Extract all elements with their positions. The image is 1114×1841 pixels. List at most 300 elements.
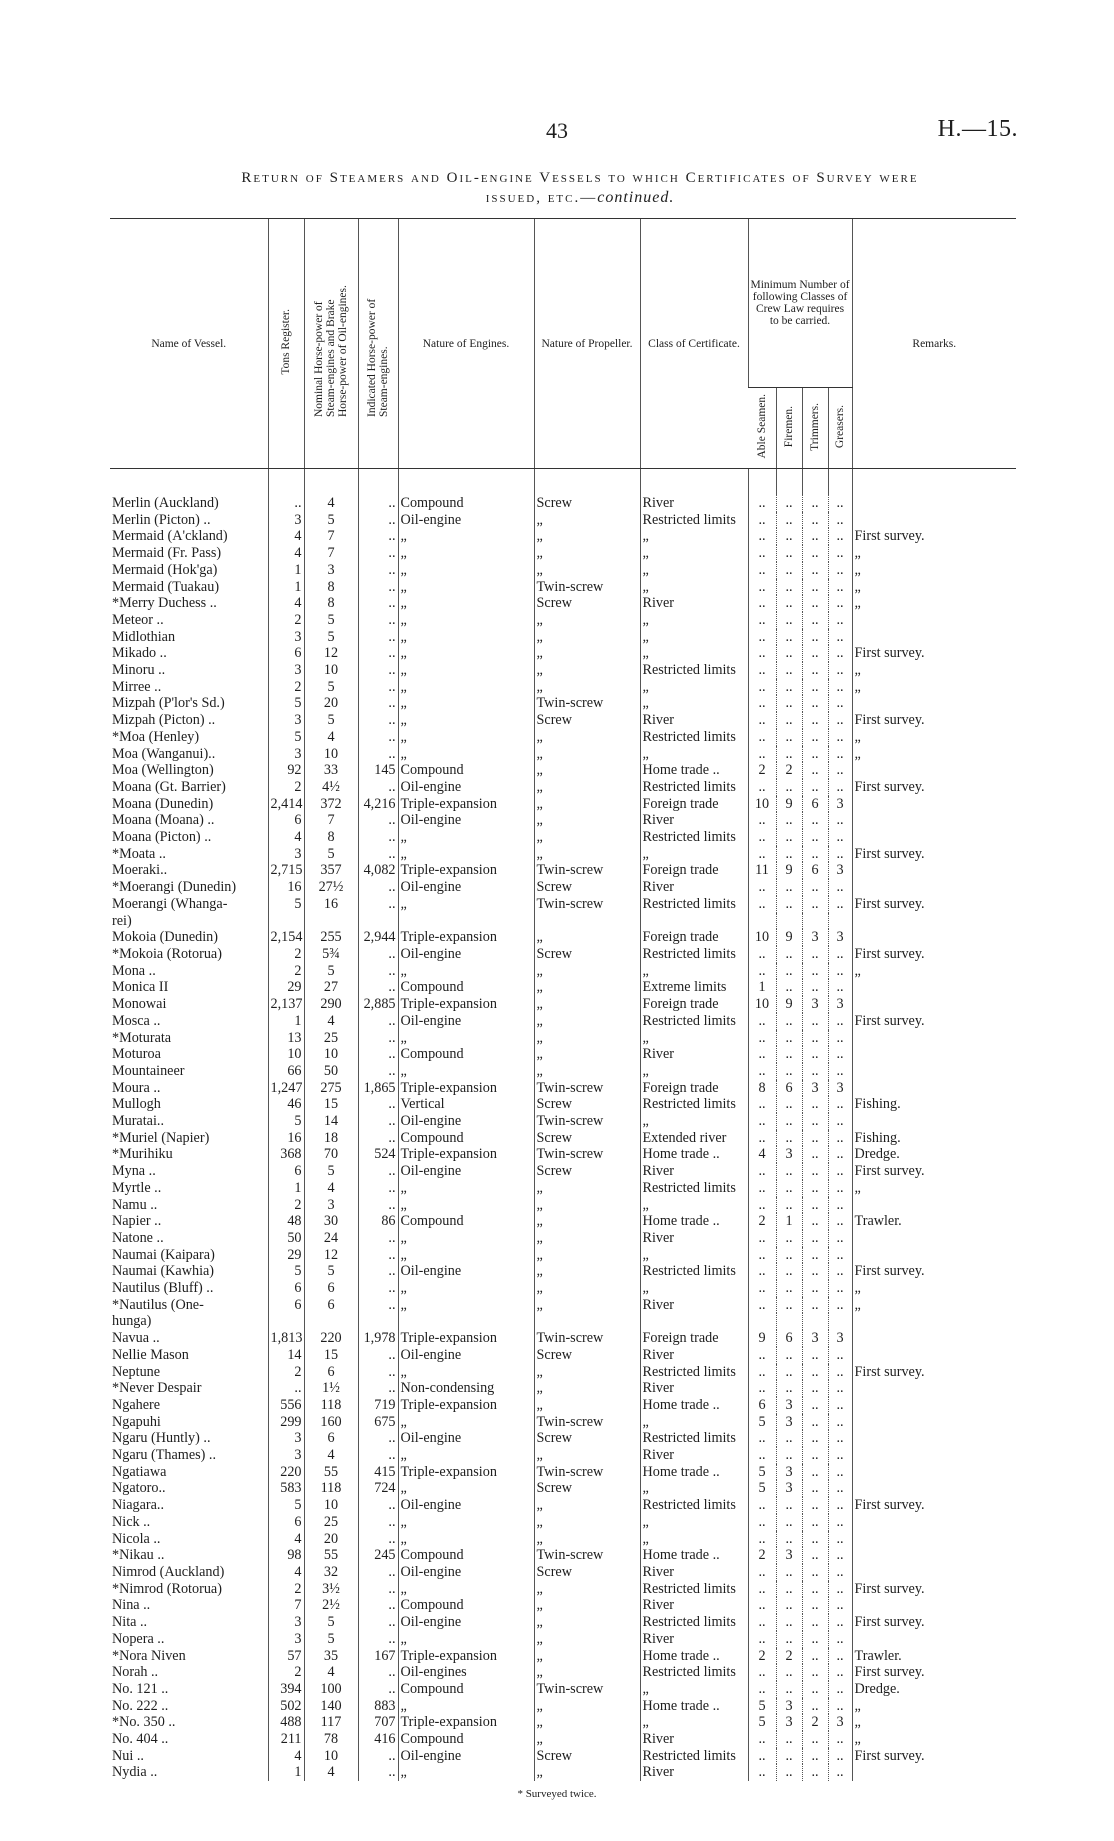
indicated-hp-cell: 145 — [358, 762, 398, 779]
certificate-class-cell: River — [640, 712, 748, 729]
vessel-name-cell: Merlin (Auckland) — [112, 495, 219, 511]
engine-type-cell: „ — [398, 695, 534, 712]
firemen-cell: .. — [776, 1013, 802, 1030]
nominal-hp-cell: 6 — [304, 1280, 358, 1297]
remarks-cell: First survey. — [852, 712, 1016, 729]
firemen-cell: .. — [776, 1247, 802, 1264]
vessel-name-cell: Monica II — [112, 979, 169, 996]
remarks-cell — [852, 1247, 1016, 1264]
able-seamen-cell: 2 — [748, 1213, 776, 1230]
propeller-type-cell: Screw — [534, 946, 640, 963]
vessel-name-cell: Mona .. — [112, 962, 156, 979]
trimmers-cell: .. — [802, 746, 828, 763]
propeller-type-cell: Twin-screw — [534, 1330, 640, 1347]
engine-type-cell: „ — [398, 1480, 534, 1497]
indicated-hp-cell: .. — [358, 495, 398, 512]
engine-type-cell: „ — [398, 1247, 534, 1264]
tons-cell — [268, 913, 304, 930]
remarks-cell — [852, 1380, 1016, 1397]
greasers-cell: .. — [828, 1664, 852, 1681]
remarks-cell: First survey. — [852, 1664, 1016, 1681]
vessel-name-cell: Meteor .. — [112, 611, 164, 628]
greasers-cell: .. — [828, 946, 852, 963]
trimmers-cell: .. — [802, 812, 828, 829]
table-row — [110, 612, 1016, 629]
firemen-cell: 3 — [776, 1547, 802, 1564]
indicated-hp-cell: 86 — [358, 1213, 398, 1230]
vessel-name-cell: *Muriel (Napier) — [112, 1129, 210, 1146]
engine-type-cell: Compound — [398, 495, 534, 512]
tons-cell: 2,137 — [268, 996, 304, 1013]
nominal-hp-cell: 15 — [304, 1347, 358, 1364]
tons-cell: 2 — [268, 779, 304, 796]
propeller-type-cell: „ — [534, 1380, 640, 1397]
nominal-hp-cell: 7 — [304, 812, 358, 829]
table-row — [110, 1497, 1016, 1514]
table-row — [110, 1664, 1016, 1681]
trimmers-cell: .. — [802, 1414, 828, 1431]
engine-type-cell: Compound — [398, 1046, 534, 1063]
vessel-name-cell: *Moturata — [112, 1029, 172, 1046]
table-row — [110, 1297, 1016, 1314]
certificate-class-cell: „ — [640, 629, 748, 646]
table-row — [110, 1046, 1016, 1063]
greasers-cell: .. — [828, 562, 852, 579]
able-seamen-cell: .. — [748, 1430, 776, 1447]
tons-cell: 2 — [268, 963, 304, 980]
able-seamen-cell: .. — [748, 729, 776, 746]
firemen-cell: .. — [776, 595, 802, 612]
vessel-name-cell: *Nora Niven — [112, 1647, 186, 1664]
engine-type-cell: Oil-engine — [398, 512, 534, 529]
propeller-type-cell: „ — [534, 1447, 640, 1464]
firemen-cell: .. — [776, 712, 802, 729]
nominal-hp-cell: 2½ — [304, 1597, 358, 1614]
trimmers-cell: .. — [802, 662, 828, 679]
vessel-name-cell: Nimrod (Auckland) — [112, 1564, 225, 1580]
trimmers-cell: .. — [802, 1146, 828, 1163]
indicated-hp-cell: .. — [358, 1063, 398, 1080]
indicated-hp-cell: 883 — [358, 1698, 398, 1715]
able-seamen-cell: .. — [748, 1013, 776, 1030]
vessel-name-cell: Monowai — [112, 996, 167, 1013]
trimmers-cell: .. — [802, 1648, 828, 1665]
tons-cell: 3 — [268, 846, 304, 863]
tons-cell: 14 — [268, 1347, 304, 1364]
greasers-cell: .. — [828, 1414, 852, 1431]
certificate-class-cell: River — [640, 879, 748, 896]
nominal-hp-cell: 4 — [304, 1664, 358, 1681]
table-row — [110, 1447, 1016, 1464]
table-row — [110, 1146, 1016, 1163]
nominal-hp-cell: 20 — [304, 695, 358, 712]
table-row — [110, 1080, 1016, 1097]
table-row — [110, 645, 1016, 662]
trimmers-cell: 6 — [802, 796, 828, 813]
engine-type-cell: Triple-expansion — [398, 1146, 534, 1163]
firemen-cell: .. — [776, 812, 802, 829]
nominal-hp-cell: 5 — [304, 629, 358, 646]
indicated-hp-cell: .. — [358, 712, 398, 729]
table-row — [110, 1414, 1016, 1431]
remarks-cell — [852, 1464, 1016, 1481]
tons-cell: 2,715 — [268, 862, 304, 879]
vessel-name-cell: Nydia .. — [112, 1764, 158, 1781]
remarks-cell: „ — [852, 1714, 1016, 1731]
certificate-class-cell: „ — [640, 1280, 748, 1297]
firemen-cell: .. — [776, 1347, 802, 1364]
able-seamen-cell: .. — [748, 1230, 776, 1247]
trimmers-cell: .. — [802, 1464, 828, 1481]
nominal-hp-cell: 4 — [304, 1764, 358, 1781]
trimmers-cell: .. — [802, 1163, 828, 1180]
nominal-hp-cell: 24 — [304, 1230, 358, 1247]
vessel-name-cell: Mizpah (P'lor's Sd.) — [112, 695, 225, 712]
firemen-cell: .. — [776, 579, 802, 596]
indicated-hp-cell: .. — [358, 1430, 398, 1447]
indicated-hp-cell: .. — [358, 1347, 398, 1364]
table-row — [110, 1380, 1016, 1397]
col-name-header: Name of Vessel. — [110, 219, 268, 469]
engine-type-cell: „ — [398, 1698, 534, 1715]
trimmers-cell: .. — [802, 1364, 828, 1381]
certificate-class-cell: Restricted limits — [640, 729, 748, 746]
indicated-hp-cell: .. — [358, 1581, 398, 1598]
remarks-cell: First survey. — [852, 1748, 1016, 1765]
engine-type-cell: „ — [398, 1197, 534, 1214]
table-row — [110, 1230, 1016, 1247]
able-seamen-cell: 5 — [748, 1714, 776, 1731]
propeller-type-cell: „ — [534, 1497, 640, 1514]
able-seamen-cell: 10 — [748, 796, 776, 813]
indicated-hp-cell: 2,885 — [358, 996, 398, 1013]
nominal-hp-cell: 5 — [304, 846, 358, 863]
engine-type-cell: „ — [398, 712, 534, 729]
certificate-class-cell: Foreign trade — [640, 796, 748, 813]
col-greasers-header: Greasers. — [828, 388, 852, 469]
tons-cell: 1,247 — [268, 1080, 304, 1097]
nominal-hp-cell: 55 — [304, 1547, 358, 1564]
vessel-name-cell: *Murihiku — [112, 1146, 173, 1163]
tons-cell: 6 — [268, 1514, 304, 1531]
vessel-name-cell: Nick .. — [112, 1513, 151, 1530]
indicated-hp-cell — [358, 913, 398, 930]
trimmers-cell: .. — [802, 1764, 828, 1781]
indicated-hp-cell: 167 — [358, 1648, 398, 1665]
certificate-class-cell: „ — [640, 579, 748, 596]
nominal-hp-cell: 5 — [304, 1263, 358, 1280]
title-line-2: issued, etc.— — [485, 190, 598, 206]
able-seamen-cell: .. — [748, 1681, 776, 1698]
tons-cell: 3 — [268, 512, 304, 529]
greasers-cell: .. — [828, 1146, 852, 1163]
trimmers-cell: .. — [802, 712, 828, 729]
nominal-hp-cell: 275 — [304, 1080, 358, 1097]
indicated-hp-cell: .. — [358, 545, 398, 562]
trimmers-cell: .. — [802, 1681, 828, 1698]
tons-cell: 4 — [268, 528, 304, 545]
greasers-cell: .. — [828, 1163, 852, 1180]
vessel-name-cell: Muratai.. — [112, 1113, 165, 1130]
able-seamen-cell: 5 — [748, 1698, 776, 1715]
greasers-cell: .. — [828, 695, 852, 712]
engine-type-cell — [398, 1313, 534, 1330]
propeller-type-cell: „ — [534, 1581, 640, 1598]
greasers-cell: 3 — [828, 929, 852, 946]
table-row — [110, 879, 1016, 896]
engine-type-cell: Oil-engine — [398, 1430, 534, 1447]
tons-cell: 502 — [268, 1698, 304, 1715]
remarks-cell: Trawler. — [852, 1648, 1016, 1665]
vessel-name-cell: *Moata .. — [112, 845, 166, 862]
report-id: H.—15. — [937, 116, 1018, 142]
firemen-cell: .. — [776, 1447, 802, 1464]
able-seamen-cell: .. — [748, 645, 776, 662]
vessel-name-cell: *Merry Duchess .. — [112, 595, 217, 612]
tons-cell: 4 — [268, 545, 304, 562]
vessel-name-cell: hunga) — [112, 1313, 152, 1330]
remarks-cell — [852, 1597, 1016, 1614]
propeller-type-cell: Screw — [534, 1430, 640, 1447]
able-seamen-cell: 4 — [748, 1146, 776, 1163]
remarks-cell — [852, 996, 1016, 1013]
vessel-name-cell: Mullogh — [112, 1096, 161, 1113]
remarks-cell — [852, 862, 1016, 879]
tons-cell: 4 — [268, 1531, 304, 1548]
trimmers-cell: .. — [802, 1731, 828, 1748]
remarks-cell — [852, 1197, 1016, 1214]
propeller-type-cell: Screw — [534, 1163, 640, 1180]
nominal-hp-cell: 4 — [304, 729, 358, 746]
tons-cell: 6 — [268, 1297, 304, 1314]
propeller-type-cell: „ — [534, 762, 640, 779]
tons-cell: 2 — [268, 1664, 304, 1681]
tons-cell: 10 — [268, 1046, 304, 1063]
table-row — [110, 1330, 1016, 1347]
vessel-name-cell: Minoru .. — [112, 662, 166, 679]
tons-cell: 98 — [268, 1547, 304, 1564]
firemen-cell: 3 — [776, 1714, 802, 1731]
able-seamen-cell: 1 — [748, 979, 776, 996]
firemen-cell: .. — [776, 879, 802, 896]
nominal-hp-cell: 372 — [304, 796, 358, 813]
table-row — [110, 1030, 1016, 1047]
indicated-hp-cell: .. — [358, 512, 398, 529]
able-seamen-cell: .. — [748, 1297, 776, 1314]
certificate-class-cell: Home trade .. — [640, 1146, 748, 1163]
engine-type-cell: Compound — [398, 1130, 534, 1147]
vessel-name-cell: No. 404 .. — [112, 1731, 169, 1748]
table-spacer-row — [110, 469, 1016, 496]
remarks-cell: „ — [852, 662, 1016, 679]
engine-type-cell: „ — [398, 1631, 534, 1648]
propeller-type-cell: Twin-screw — [534, 1113, 640, 1130]
propeller-type-cell: Twin-screw — [534, 1080, 640, 1097]
engine-type-cell: „ — [398, 846, 534, 863]
certificate-class-cell: Foreign trade — [640, 929, 748, 946]
table-row — [110, 996, 1016, 1013]
engine-type-cell: Triple-expansion — [398, 1397, 534, 1414]
able-seamen-cell: .. — [748, 1597, 776, 1614]
firemen-cell: .. — [776, 495, 802, 512]
certificate-class-cell: „ — [640, 1414, 748, 1431]
greasers-cell: .. — [828, 1364, 852, 1381]
tons-cell: 2 — [268, 1581, 304, 1598]
tons-cell: 583 — [268, 1480, 304, 1497]
engine-type-cell: Oil-engine — [398, 879, 534, 896]
vessel-name-cell: Ngatiawa — [112, 1463, 167, 1480]
able-seamen-cell: .. — [748, 1030, 776, 1047]
engine-type-cell: „ — [398, 562, 534, 579]
table-row — [110, 662, 1016, 679]
tons-cell: 3 — [268, 746, 304, 763]
propeller-type-cell: „ — [534, 996, 640, 1013]
table-row — [110, 1547, 1016, 1564]
table-row — [110, 1180, 1016, 1197]
trimmers-cell: .. — [802, 695, 828, 712]
remarks-cell: First survey. — [852, 1163, 1016, 1180]
engine-type-cell: Oil-engine — [398, 1263, 534, 1280]
vessel-name-cell: Ngatoro.. — [112, 1480, 166, 1497]
tons-cell: 1 — [268, 579, 304, 596]
indicated-hp-cell: 2,944 — [358, 929, 398, 946]
trimmers-cell: .. — [802, 729, 828, 746]
nominal-hp-cell: 10 — [304, 1748, 358, 1765]
nominal-hp-cell: 255 — [304, 929, 358, 946]
trimmers-cell: .. — [802, 1397, 828, 1414]
table-row — [110, 1247, 1016, 1264]
propeller-type-cell: Screw — [534, 495, 640, 512]
certificate-class-cell: Home trade .. — [640, 762, 748, 779]
propeller-type-cell: „ — [534, 746, 640, 763]
remarks-cell — [852, 629, 1016, 646]
certificate-class-cell: Restricted limits — [640, 512, 748, 529]
nominal-hp-cell: 4 — [304, 1180, 358, 1197]
trimmers-cell: .. — [802, 679, 828, 696]
greasers-cell: .. — [828, 1597, 852, 1614]
propeller-type-cell: „ — [534, 796, 640, 813]
engine-type-cell: „ — [398, 1063, 534, 1080]
remarks-cell — [852, 929, 1016, 946]
greasers-cell: 3 — [828, 796, 852, 813]
tons-cell: 556 — [268, 1397, 304, 1414]
tons-cell: 1,813 — [268, 1330, 304, 1347]
table-row — [110, 1714, 1016, 1731]
firemen-cell: .. — [776, 1664, 802, 1681]
nominal-hp-cell: 70 — [304, 1146, 358, 1163]
able-seamen-cell: .. — [748, 579, 776, 596]
propeller-type-cell: „ — [534, 545, 640, 562]
engine-type-cell: „ — [398, 1764, 534, 1781]
vessel-name-cell: Nicola .. — [112, 1530, 161, 1547]
firemen-cell: 2 — [776, 1648, 802, 1665]
remarks-cell — [852, 1080, 1016, 1097]
trimmers-cell: .. — [802, 1581, 828, 1598]
certificate-class-cell: „ — [640, 746, 748, 763]
indicated-hp-cell: 4,216 — [358, 796, 398, 813]
firemen-cell: 6 — [776, 1080, 802, 1097]
firemen-cell: .. — [776, 645, 802, 662]
table-row — [110, 946, 1016, 963]
indicated-hp-cell: .. — [358, 679, 398, 696]
engine-type-cell: „ — [398, 1414, 534, 1431]
nominal-hp-cell: 50 — [304, 1063, 358, 1080]
firemen-cell: .. — [776, 662, 802, 679]
tons-cell: 16 — [268, 879, 304, 896]
indicated-hp-cell: .. — [358, 579, 398, 596]
able-seamen-cell: .. — [748, 695, 776, 712]
nominal-hp-cell: 3½ — [304, 1581, 358, 1598]
vessel-name-cell: Nopera .. — [112, 1630, 165, 1647]
table-row — [110, 1113, 1016, 1130]
propeller-type-cell: „ — [534, 1648, 640, 1665]
engine-type-cell: Triple-expansion — [398, 1648, 534, 1665]
propeller-type-cell: „ — [534, 1297, 640, 1314]
nominal-hp-cell: 6 — [304, 1364, 358, 1381]
certificate-class-cell: Restricted limits — [640, 896, 748, 913]
certificate-class-cell: River — [640, 595, 748, 612]
vessel-name-cell: Natone .. — [112, 1229, 164, 1246]
propeller-type-cell: Twin-screw — [534, 896, 640, 913]
remarks-cell — [852, 1347, 1016, 1364]
firemen-cell: .. — [776, 1748, 802, 1765]
nominal-hp-cell: 10 — [304, 746, 358, 763]
table-row — [110, 1614, 1016, 1631]
firemen-cell: .. — [776, 1263, 802, 1280]
tons-cell: 5 — [268, 695, 304, 712]
engine-type-cell: „ — [398, 1280, 534, 1297]
table-row — [110, 829, 1016, 846]
remarks-cell: First survey. — [852, 1364, 1016, 1381]
indicated-hp-cell: .. — [358, 1247, 398, 1264]
certificate-class-cell: Home trade .. — [640, 1397, 748, 1414]
indicated-hp-cell: 675 — [358, 1414, 398, 1431]
certificate-class-cell: „ — [640, 1480, 748, 1497]
trimmers-cell: .. — [802, 979, 828, 996]
vessel-name-cell: Nellie Mason — [112, 1346, 189, 1363]
table-row — [110, 562, 1016, 579]
tons-cell: 6 — [268, 1280, 304, 1297]
trimmers-cell: .. — [802, 528, 828, 545]
certificate-class-cell: Foreign trade — [640, 862, 748, 879]
indicated-hp-cell: .. — [358, 612, 398, 629]
remarks-cell — [852, 979, 1016, 996]
engine-type-cell: Compound — [398, 762, 534, 779]
greasers-cell: .. — [828, 729, 852, 746]
certificate-class-cell: Home trade .. — [640, 1698, 748, 1715]
engine-type-cell: Vertical — [398, 1096, 534, 1113]
trimmers-cell: .. — [802, 1664, 828, 1681]
able-seamen-cell: .. — [748, 1063, 776, 1080]
engine-type-cell: Compound — [398, 1597, 534, 1614]
engine-type-cell: Triple-expansion — [398, 996, 534, 1013]
nominal-hp-cell: 12 — [304, 1247, 358, 1264]
table-row — [110, 1397, 1016, 1414]
indicated-hp-cell: .. — [358, 1597, 398, 1614]
table-row — [110, 1197, 1016, 1214]
indicated-hp-cell: .. — [358, 1447, 398, 1464]
indicated-hp-cell: .. — [358, 1096, 398, 1113]
nominal-hp-cell: 118 — [304, 1397, 358, 1414]
vessel-name-cell: Mermaid (Fr. Pass) — [112, 545, 222, 562]
nominal-hp-cell: 357 — [304, 862, 358, 879]
able-seamen-cell: 2 — [748, 1547, 776, 1564]
remarks-cell: „ — [852, 1698, 1016, 1715]
engine-type-cell — [398, 913, 534, 930]
firemen-cell: .. — [776, 679, 802, 696]
trimmers-cell: .. — [802, 1547, 828, 1564]
certificate-class-cell: „ — [640, 1063, 748, 1080]
